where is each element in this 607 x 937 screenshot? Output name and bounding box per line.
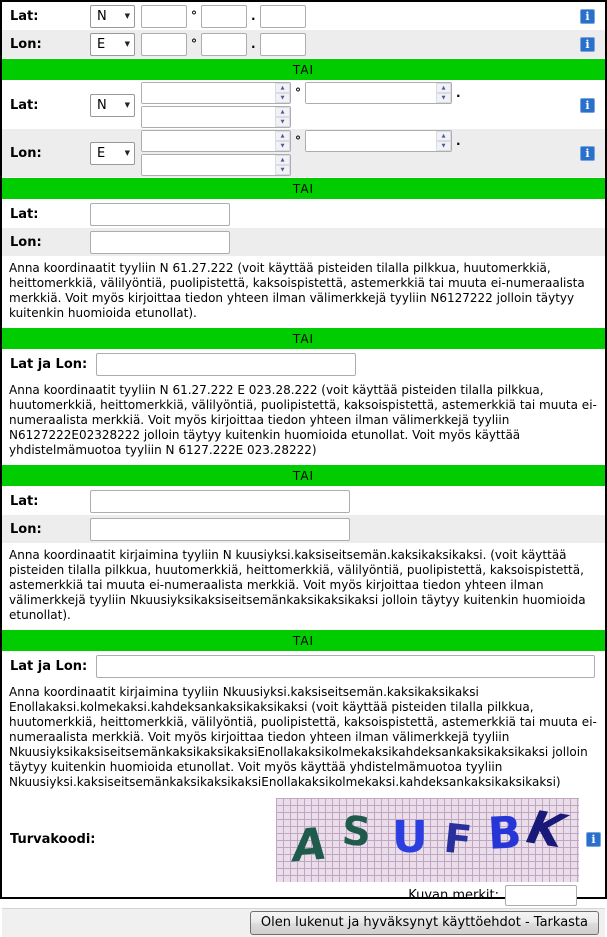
s5-lat-row [2, 487, 605, 515]
s1-lon-minutes-input[interactable] [201, 33, 247, 56]
info-icon[interactable]: i [586, 832, 601, 847]
separator-bar: TAI [2, 328, 605, 349]
s2-lon-label: Lon: [10, 145, 42, 161]
captcha-letter: S [340, 807, 373, 856]
info-icon[interactable]: i [580, 9, 595, 24]
captcha-answer-input[interactable] [505, 885, 577, 906]
s2-lon-minutes-input[interactable] [306, 131, 436, 151]
spin-up-icon[interactable]: ▲ [436, 131, 451, 141]
chevron-down-icon: ▼ [124, 11, 130, 20]
s3-lon-label: Lon: [10, 234, 42, 250]
s2-lon-decimals-input[interactable] [142, 155, 275, 175]
s2-lat-degrees-spinner[interactable] [141, 82, 291, 104]
separator-bar: TAI [2, 465, 605, 486]
chevron-down-icon: ▼ [124, 100, 130, 109]
s5-lon-input[interactable] [90, 518, 350, 541]
info-icon[interactable]: i [580, 98, 595, 113]
dot-separator: . [251, 37, 256, 51]
spin-up-icon[interactable]: ▲ [275, 107, 290, 117]
spin-down-icon[interactable]: ▼ [275, 165, 290, 175]
s6-latlon-input[interactable] [96, 655, 595, 678]
footer-bar [2, 908, 605, 937]
s1-lat-minutes-input[interactable] [201, 5, 247, 28]
s2-lat-label: Lat: [10, 97, 39, 113]
s6-latlon-row [2, 652, 605, 680]
s2-lon-degrees-spinner[interactable] [141, 130, 291, 152]
s4-latlon-row [2, 350, 605, 378]
s3-description: Anna koordinaatit tyyliin N 61.27.222 (voit käyttää pisteiden tilalla pilkkua, huutomerkkiä, heittomerkkiä, välilyöntiä, puolipistettä, kaksoispistettä, astemerkkiä tai muuta ei-numeraalista merkkiä. Voit myös kirjoittaa tiedon yhteen ilman välimerkkejä tyyliin N6127222 jolloin täytyy kuitenkin huomioida etunollat). [9, 261, 585, 320]
dot-separator: . [456, 134, 461, 148]
s3-lat-label: Lat: [10, 206, 39, 222]
captcha-letter: A [289, 817, 329, 873]
s5-lon-label: Lon: [10, 521, 42, 537]
s1-lon-hemisphere-value: E [97, 36, 106, 52]
separator-bar: TAI [2, 178, 605, 199]
s1-lat-degrees-input[interactable] [141, 5, 187, 28]
submit-button[interactable]: Olen lukenut ja hyväksynyt käyttöehdot - Tarkasta [250, 911, 599, 935]
s1-lat-label: Lat: [10, 8, 39, 24]
s5-description: Anna koordinaatit kirjaimina tyyliin N kuusiyksi.kaksiseitsemän.kaksikaksikaksi. (voit käyttää pisteiden tilalla pilkkua, huutomerkkiä, heittomerkkiä, välilyöntiä, puolipistettä, kaksoispistettä, astemerkkiä tai muuta ei-numeraalista merkkiä. Voit myös kirjoittaa tiedon yhteen ilman välimerkkejä tyyliin Nkuusiyksikaksiseitsemänkaksikaksikaksi jolloin täytyy kuitenkin huomioida etunollat). [9, 548, 586, 622]
spin-up-icon[interactable]: ▲ [275, 83, 290, 93]
s2-lon-hemisphere-value: E [97, 145, 106, 161]
spin-up-icon[interactable]: ▲ [275, 155, 290, 165]
s2-lat-row [2, 81, 605, 129]
s1-lon-label: Lon: [10, 36, 42, 52]
s1-lon-row [2, 30, 605, 58]
s1-lat-row [2, 2, 605, 30]
s2-lat-hemisphere-value: N [97, 97, 107, 113]
s6-latlon-label: Lat ja Lon: [10, 658, 88, 674]
spin-up-icon[interactable]: ▲ [436, 83, 451, 93]
degree-separator: ° [191, 37, 197, 51]
captcha-answer-label: Kuvan merkit: [408, 888, 499, 903]
captcha-letter: U [392, 811, 428, 863]
dot-separator: . [456, 86, 461, 100]
s4-latlon-input[interactable] [96, 353, 356, 376]
separator-bar: TAI [2, 59, 605, 80]
s4-description: Anna koordinaatit tyyliin N 61.27.222 E 023.28.222 (voit käyttää pisteiden tilalla pilkkua, huutomerkkiä, heittomerkkiä, välilyöntiä, puolipistettä, kaksoispistettä, astemerkkiä tai muuta ei-numeraalista merkkiä. Voit myös kirjoittaa tiedon yhteen ilman välimerkkejä tyyliin N6127222E02328222 jolloin täytyy kuitenkin huomioida etunollat. Voit myös käyttää yhdistelmämuotoa tyyliin N 6127.222E 023.28222) [9, 383, 597, 457]
s2-lon-minutes-spinner[interactable] [305, 130, 452, 152]
s3-lon-row [2, 228, 605, 256]
s1-lon-decimals-input[interactable] [260, 33, 306, 56]
s5-lat-label: Lat: [10, 493, 39, 509]
s1-lat-hemisphere-value: N [97, 8, 107, 24]
s2-lon-row [2, 129, 605, 177]
captcha-label: Turvakoodi: [10, 832, 96, 847]
chevron-down-icon: ▼ [124, 148, 130, 157]
spin-down-icon[interactable]: ▼ [275, 117, 290, 127]
s5-lat-input[interactable] [90, 490, 350, 513]
s2-lat-decimals-spinner[interactable] [141, 106, 291, 128]
s6-description: Anna koordinaatit kirjaimina tyyliin Nkuusiyksi.kaksiseitsemän.kaksikaksikaksi Enollakaksi.kolmekaksi.kahdeksankaksikaksikaksi (voit käyttää pisteiden tilalla pilkkua, huutomerkkiä, heittomerkkiä, välilyöntiä, puolipistettä, kaksoispistettä, astemerkkiä tai muuta ei-numeraalista merkkiä. Voit myös kirjoittaa tiedon yhteen ilman välimerkkejä tyyliin NkuusiyksikaksiseitsemänkaksikaksikaksiEnollakaksikolmekaksikahdeksankaksikaksikaksi jolloin täytyy kuitenkin huomioida etunollat. Voit myös käyttää yhdistelmämuotoa tyyliin Nkuusiyksi.kaksiseitsemänkaksikaksikaksiEnollakaksikolmekaksi.kahdeksankaksikaksikaksi) [9, 685, 597, 789]
degree-separator: ° [295, 86, 301, 100]
captcha-letter: B [486, 806, 523, 860]
spin-down-icon[interactable]: ▼ [275, 141, 290, 151]
s1-lat-hemisphere-select[interactable] [90, 5, 135, 28]
dot-separator: . [251, 9, 256, 23]
spin-down-icon[interactable]: ▼ [275, 93, 290, 103]
spin-down-icon[interactable]: ▼ [436, 93, 451, 103]
s3-lat-input[interactable] [90, 203, 230, 226]
s2-lon-decimals-spinner[interactable] [141, 154, 291, 176]
s2-lat-minutes-input[interactable] [306, 83, 436, 103]
degree-separator: ° [295, 134, 301, 148]
separator-bar: TAI [2, 630, 605, 651]
captcha-row [2, 796, 605, 883]
degree-separator: ° [191, 9, 197, 23]
info-icon[interactable]: i [580, 37, 595, 52]
s2-lon-hemisphere-select[interactable] [90, 142, 135, 165]
s5-lon-row [2, 515, 605, 543]
s1-lon-degrees-input[interactable] [141, 33, 187, 56]
s2-lat-hemisphere-select[interactable] [90, 94, 135, 117]
s2-lat-degrees-input[interactable] [142, 83, 275, 103]
s3-lon-input[interactable] [90, 231, 230, 254]
chevron-down-icon: ▼ [124, 39, 130, 48]
captcha-image [276, 798, 579, 882]
s2-lat-minutes-spinner[interactable] [305, 82, 452, 104]
s2-lat-decimals-input[interactable] [142, 107, 275, 127]
captcha-letter: F [441, 815, 474, 864]
s3-lat-row [2, 200, 605, 228]
captcha-letter: K [517, 800, 575, 857]
s2-lon-degrees-input[interactable] [142, 131, 275, 151]
s1-lat-decimals-input[interactable] [260, 5, 306, 28]
captcha-answer-row [2, 883, 605, 908]
spin-down-icon[interactable]: ▼ [436, 141, 451, 151]
spin-up-icon[interactable]: ▲ [275, 131, 290, 141]
info-icon[interactable]: i [580, 146, 595, 161]
s1-lon-hemisphere-select[interactable] [90, 33, 135, 56]
s4-latlon-label: Lat ja Lon: [10, 356, 88, 372]
